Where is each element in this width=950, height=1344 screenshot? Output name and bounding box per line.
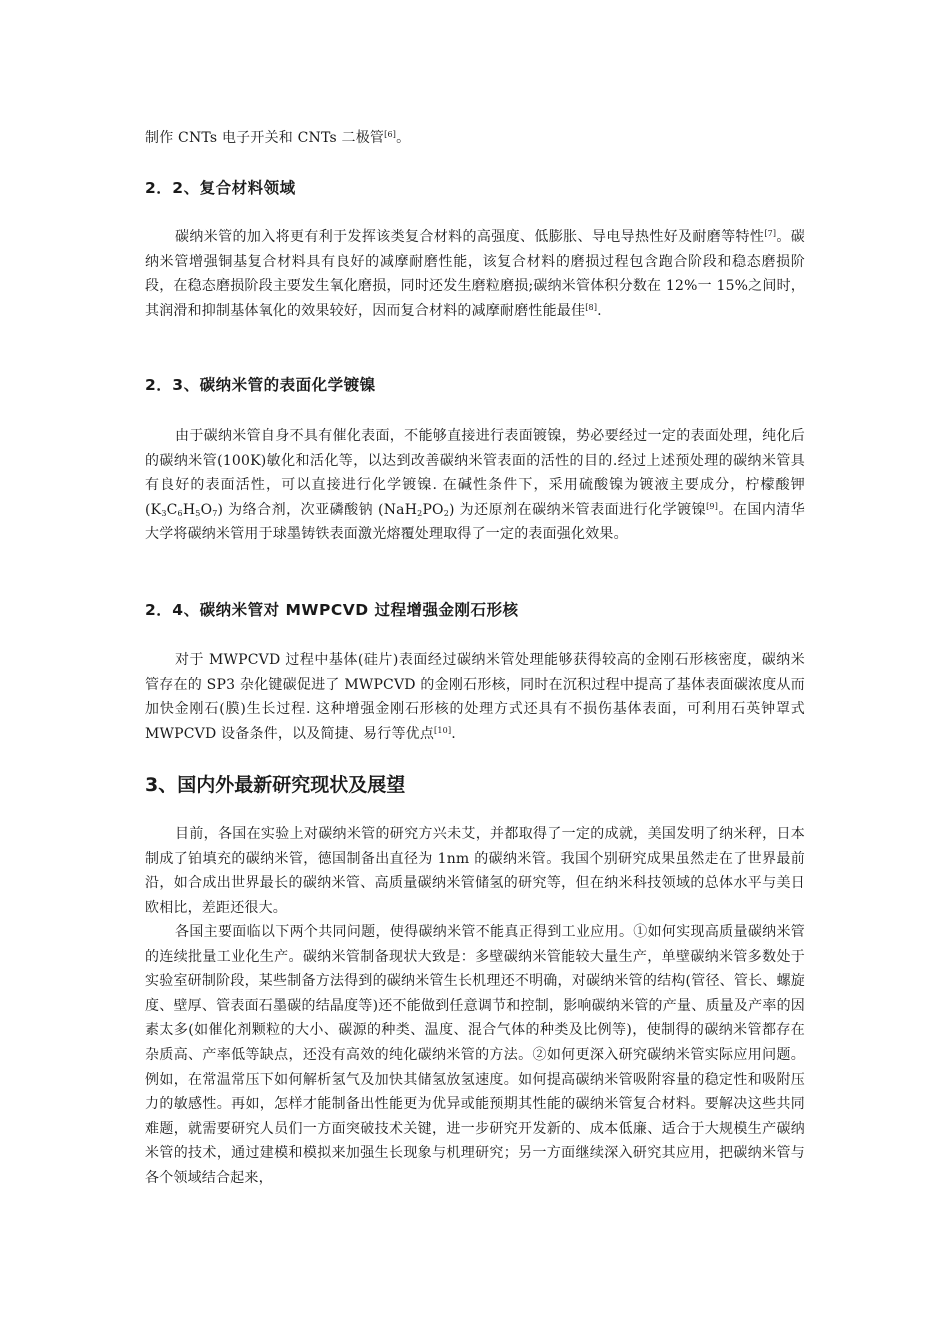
paragraph-text: 。碳纳米管增强铜基复合材料具有良好的减摩耐磨性能，该复合材料的磨损过程包含跑合阶段和稳态磨损阶段，在稳态磨损阶段主要发生氧化磨损，同时还发生磨粒磨损;碳纳米管体积分数在 12%一 15%之间时，其润滑和抑制基体氧化的效果较好，因而复合材料的减摩耐磨性能最佳: [145, 229, 805, 319]
formula-text: O: [200, 501, 213, 518]
citation-ref: [10]: [434, 725, 452, 735]
paragraph-text: .: [451, 725, 456, 742]
section-2-3-heading: 2．3、碳纳米管的表面化学镀镍: [145, 376, 376, 394]
formula-text: C: [166, 501, 178, 518]
formula-text: H: [182, 501, 196, 518]
paragraph-text: 对于 MWPCVD 过程中基体(硅片)表面经过碳纳米管处理能够获得较高的金刚石形核密度，碳纳米管存在的 SP3 杂化键碳促进了 MWPCVD 的金刚石形核，同时在沉积过程中提高了基体表面碳浓度从而加快金刚石(膜)生长过程. 这种增强金刚石形核的处理方式还具有不损伤基体表面，可利用石英钟罩式 MWPCVD 设备条件，以及简捷、易行等优点: [145, 652, 805, 742]
citation-ref: [6]: [384, 130, 397, 139]
section-2-2-heading: 2．2、复合材料领域: [145, 179, 296, 197]
formula-subscript: 6: [177, 508, 183, 518]
intro-tail: 。: [396, 130, 411, 146]
section-2-4-heading: 2．4、碳纳米管对 MWPCVD 过程增强金刚石形核: [145, 601, 519, 619]
section-3-paragraph-2: 各国主要面临以下两个共同问题，使得碳纳米管不能真正得到工业应用。①如何实现高质量碳纳米管的连续批量工业化生产。碳纳米管制备现状大致是：多壁碳纳米管能较大量生产，单壁碳纳米管多数处于实验室研制阶段，某些制备方法得到的碳纳米管生长机理还不明确，对碳纳米管的结构(管径、管长、螺旋度、壁厚、管表面石墨碳的结晶度等)还不能做到任意调节和控制，影响碳纳米管的产量、质量及产率的因素太多(如催化剂颗粒的大小、碳源的种类、温度、混合气体的种类及比例等)，使制得的碳纳米管都存在杂质高、产率低等缺点，还没有高效的纯化碳纳米管的方法。②如何更深入研究碳纳米管实际应用问题。例如，在常温常压下如何解析氢气及加快其储氢放氢速度。如何提高碳纳米管吸附容量的稳定性和吸附压力的敏感性。再如，怎样才能制备出性能更为优异或能预期其性能的碳纳米管复合材料。要解决这些共同难题，就需要研究人员们一方面突破技术关键，进一步研究开发新的、成本低廉、适合于大规模生产碳纳米管的技术，通过建模和模拟来加强生长现象与机理研究；另一方面继续深入研究其应用，把碳纳米管与各个领域结合起来，: [145, 924, 805, 1186]
formula-subscript: 2: [417, 508, 423, 518]
paragraph-text: 碳纳米管的加入将更有利于发挥该类复合材料的高强度、低膨胀、导电导热性好及耐磨等特性: [175, 229, 765, 245]
paragraph-text: 由于碳纳米管自身不具有催化表面，不能够直接进行表面镀镍，势必要经过一定的表面处理，纯化后的碳纳米管(100K)敏化和活化等，以达到改善碳纳米管表面的活性的目的.经过上述预处理的碳纳米管具有良好的表面活性，可以直接进行化学镀镍. 在碱性条件下，采用硫酸镍为镀液主要成分，柠檬酸钾 (K: [145, 428, 805, 518]
formula-subscript: 2: [443, 508, 450, 518]
section-2-4-paragraph: [145, 648, 805, 746]
citation-ref: [8]: [585, 302, 598, 312]
paragraph-text: ) 为络合剂，次亚磷酸钠 (NaH: [217, 501, 418, 518]
section-3-heading: 3、国内外最新研究现状及展望: [145, 774, 406, 796]
paragraph-text: 。在国内清华大学将碳纳米管用于球墨铸铁表面激光熔覆处理取得了一定的表面强化效果。: [145, 501, 806, 543]
section-2-3-paragraph: [145, 424, 805, 547]
paragraph-text: .: [597, 302, 602, 319]
formula-subscript: 3: [161, 508, 167, 518]
intro-paragraph: [145, 126, 805, 151]
formula-text: PO: [422, 501, 444, 518]
formula-subscript: 7: [212, 508, 218, 518]
citation-ref: [9]: [706, 501, 719, 511]
intro-text: 制作 CNTs 电子开关和 CNTs 二极管: [145, 130, 385, 146]
citation-ref: [7]: [764, 229, 777, 238]
formula-subscript: 5: [195, 508, 201, 518]
section-3-paragraph-1: 目前，各国在实验上对碳纳米管的研究方兴未艾，并都取得了一定的成就，美国发明了纳米秤，日本制成了铂填充的碳纳米管，德国制备出直径为 1nm 的碳纳米管。我国个别研究成果虽然走在了世界最前沿，如合成出世界最长的碳纳米管、高质量碳纳米管储氢的研究等，但在纳米科技领域的总体水平与美日欧相比，差距还很大。: [145, 826, 805, 916]
paragraph-text: ) 为还原剂在碳纳米管表面进行化学镀镍: [449, 501, 707, 518]
section-2-2-paragraph: [145, 225, 805, 323]
